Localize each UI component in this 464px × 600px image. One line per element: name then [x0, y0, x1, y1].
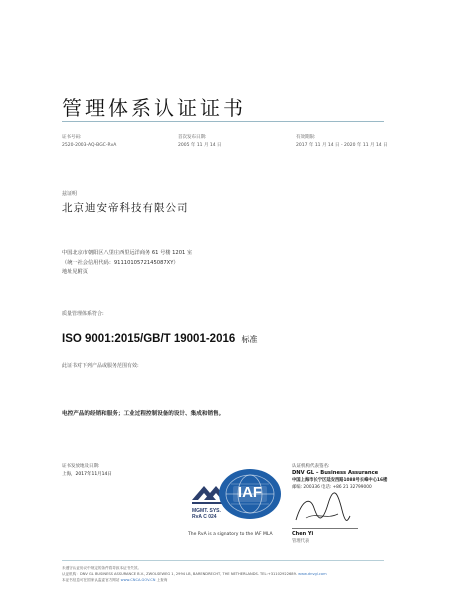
certificate-number-block: [62, 134, 116, 150]
validity-period: 2017 年 11 月 14 日 - 2020 年 11 月 14 日: [296, 143, 388, 148]
company-address: [62, 249, 192, 278]
footer-divider: [62, 560, 384, 561]
first-issue-label: 首次发布日期:: [178, 135, 207, 140]
first-issue-block: [178, 134, 222, 150]
issue-place-value: 上海，2017年11月14日: [62, 472, 112, 477]
signature-icon: [292, 490, 352, 528]
standard-line: [62, 333, 257, 345]
standard-suffix: 标准: [241, 335, 258, 344]
certificate-number-label: 证书号码:: [62, 135, 82, 140]
issuer-name: DNV GL – Business Assurance: [292, 470, 379, 476]
footer-cnca-link[interactable]: www.CNCA.GOV.CN: [120, 578, 156, 582]
validity-label: 有效期限:: [296, 135, 316, 140]
validity-block: [296, 134, 388, 150]
footer-lookup-line: [62, 577, 327, 583]
scope-intro: 此证书对下列产品或服务范围有效:: [62, 363, 139, 369]
mla-caption: The RvA is a signatory to the IAF MLA: [188, 532, 273, 537]
footer-lookup-suffix: 上查询: [156, 578, 168, 582]
scope-text: 电控产品的经销和服务；工业过程控制设备的设计、集成和销售。: [62, 411, 225, 417]
certificate-number: 2520-2003-AQ-BGC-RvA: [62, 143, 117, 148]
footer-validity-note: 未遵守认证协议中规定的条件将导致本证书失效。: [62, 566, 142, 570]
footer-website-link[interactable]: www.dnvgl.com: [298, 572, 327, 576]
signature-line: [292, 528, 358, 529]
issue-place-label: 证书发放地及日期:: [62, 464, 100, 469]
address-line: 中国北京市朝阳区八里庄西里远洋商务 61 号楼 1201 室: [62, 250, 193, 256]
standard-name: ISO 9001:2015/GB/T 19001-2016: [62, 333, 236, 345]
handwritten-signature: [292, 490, 352, 532]
credit-code-line: （统一社会信用代码：91110105721450​87XY）: [62, 259, 179, 266]
issuer-label: 认证机构代表签名:: [292, 464, 330, 469]
footer-lookup-text: 本证书信息可在国家认监委官方网站: [62, 578, 120, 582]
issue-place-block: [62, 463, 112, 479]
first-issue-date: 2005 年 11 月 14 日: [178, 143, 222, 148]
issuer-contact: 邮编: 200336 电话: +86 21 32799000: [292, 485, 372, 490]
signatory-title: 管理代表: [292, 539, 310, 544]
rva-code: RvA C 024: [192, 514, 217, 520]
signatory-block: [292, 531, 313, 545]
title-divider: [62, 121, 384, 122]
issuer-block: [292, 463, 387, 491]
certificate-title: 管理体系认证证书: [62, 96, 246, 120]
issuer-address: 中国上海市长宁区延安西路1088号长峰中心16楼: [292, 478, 388, 483]
signatory-name: Chen Yi: [292, 531, 314, 537]
certify-label: 兹证明: [62, 191, 78, 197]
rva-mgmt-text: MGMT. SYS.: [192, 508, 221, 514]
company-name: 北京迪安帝科技有限公司: [62, 202, 189, 214]
standard-intro: 质量管理体系符合:: [62, 311, 104, 317]
appendix-note: 地址见附页: [62, 269, 88, 275]
iaf-text: IAF: [237, 484, 263, 501]
footer-issuer-address: 认证机构：DNV GL BUSINESS ASSURANCE B.V., ZWOLSEWEG 1, 2994 LB, BARENDRECHT, THE NETHERLANDS. TEL:+31102922689.: [62, 572, 298, 576]
footer: [62, 565, 327, 583]
